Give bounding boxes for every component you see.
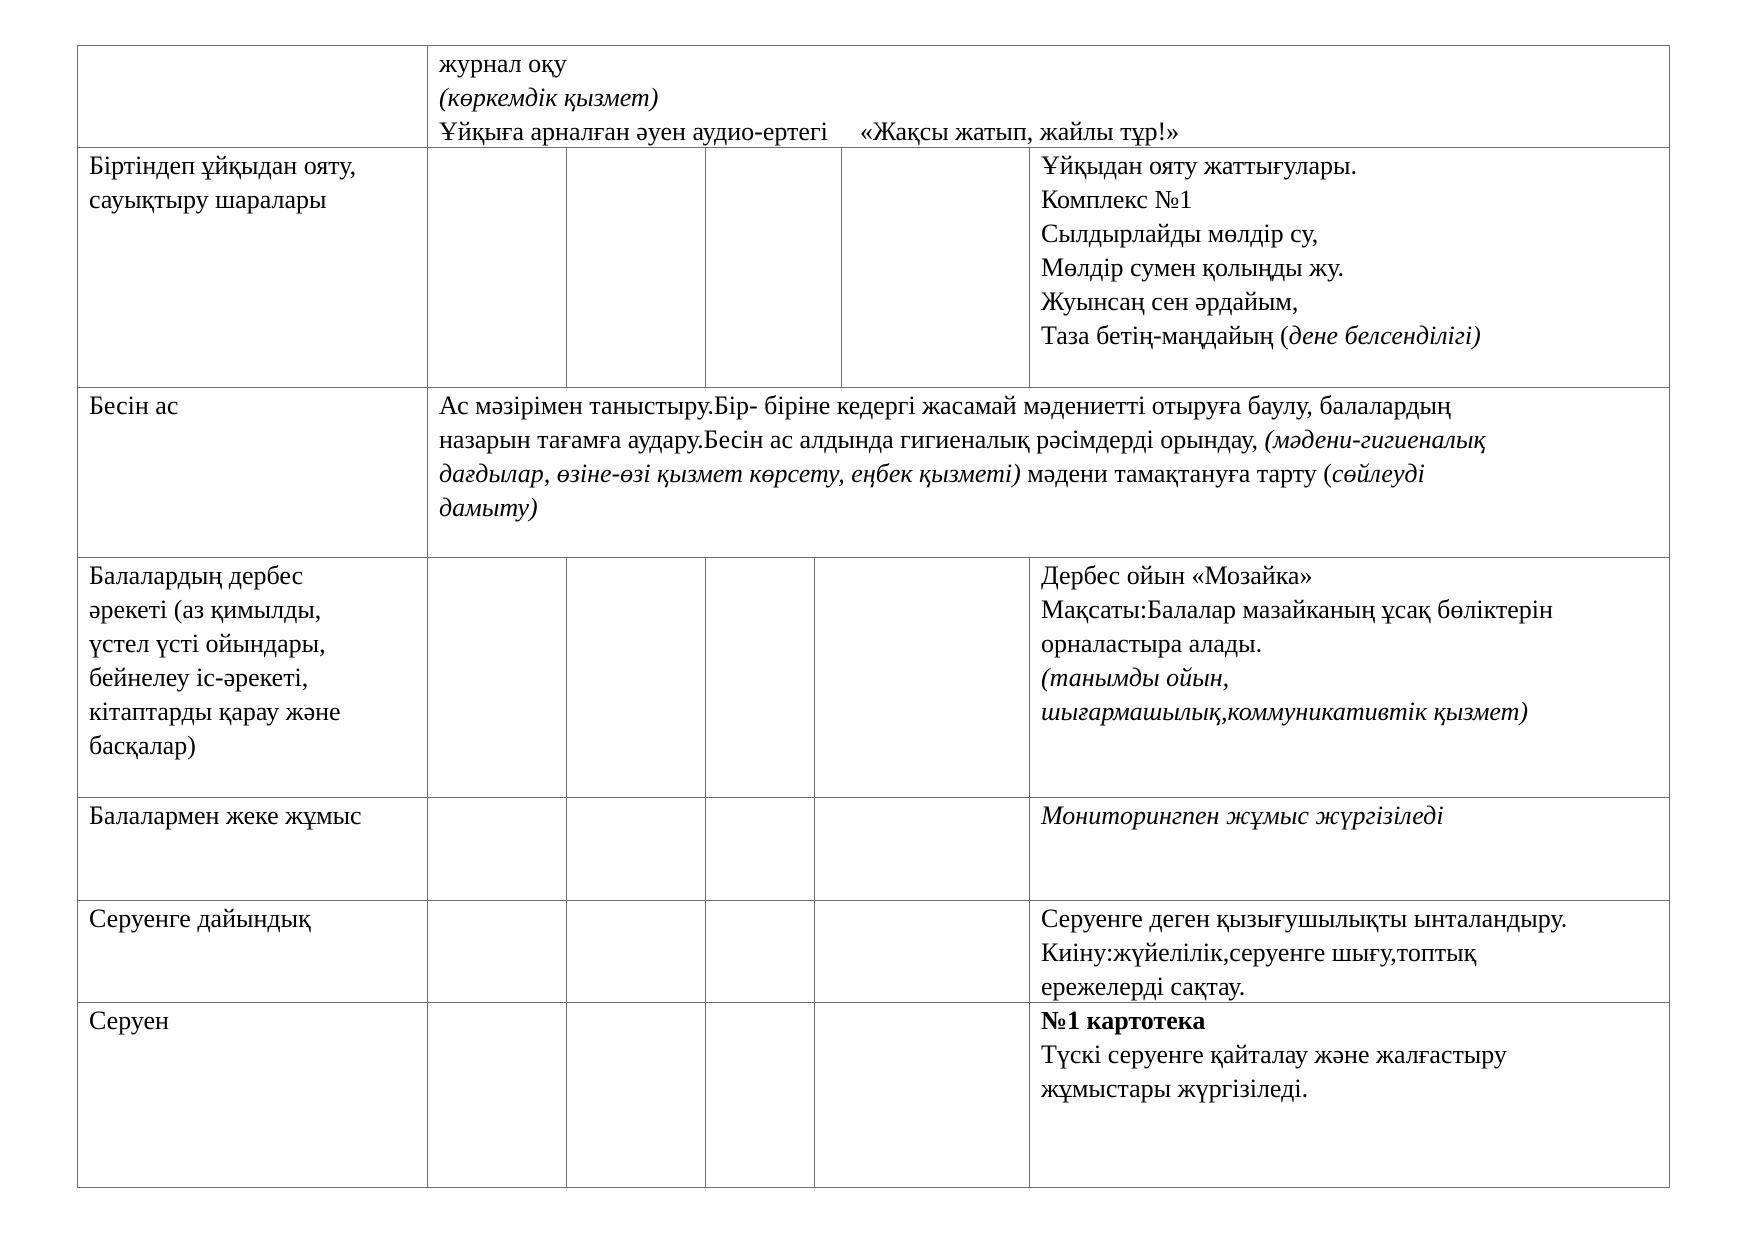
row5-label: Серуенге дайындық xyxy=(89,904,311,933)
row-divider xyxy=(77,900,1670,901)
row5-content xyxy=(1041,902,1567,1004)
table-border-right xyxy=(1669,45,1670,1188)
text-line: Серуенге деген қызығушылықты ынталандыру. xyxy=(1041,904,1568,933)
table-border-left xyxy=(77,45,78,1188)
row1-label xyxy=(89,149,356,217)
text-span: Таза бетің-маңдайың ( xyxy=(1041,321,1289,350)
text-line: (танымды ойын, xyxy=(1041,663,1230,692)
text-line: шығармашылық,коммуникативтік қызмет) xyxy=(1041,697,1529,726)
column-divider xyxy=(1029,557,1030,1188)
text-line: (көркемдік қызмет) xyxy=(439,83,659,112)
text-line: жұмыстары жүргізіледі. xyxy=(1041,1074,1309,1103)
row6-label: Серуен xyxy=(89,1006,169,1035)
text-line: Дербес ойын «Мозайка» xyxy=(1041,561,1313,590)
text-span: Ұйқыға арналған әуен аудио-ертегі xyxy=(439,117,828,146)
column-divider xyxy=(841,147,842,387)
schedule-table xyxy=(77,45,1670,1188)
text-span: дене белсенділігі) xyxy=(1288,321,1481,350)
label-line: әрекеті (аз қимылды, xyxy=(89,595,322,624)
text-span: (мәдени-гигиеналық xyxy=(1264,425,1486,454)
text-span: сөйлеуді xyxy=(1331,459,1425,488)
row-divider xyxy=(77,387,1670,388)
text-line xyxy=(439,457,1486,491)
column-divider xyxy=(566,557,567,1188)
label-line: үстел үсті ойындары, xyxy=(89,629,326,658)
text-line: журнал оқу xyxy=(439,49,567,78)
text-line: дамыту) xyxy=(439,493,538,522)
label-line: Біртіндеп ұйқыдан ояту, xyxy=(89,151,357,180)
text-line: Киіну:жүйелілік,серуенге шығу,топтық xyxy=(1041,938,1477,967)
text-line: Ұйқыдан ояту жаттығулары. xyxy=(1041,151,1357,180)
row2-content xyxy=(439,389,1486,525)
text-line: Жуынсаң сен әрдайым, xyxy=(1041,287,1299,316)
text-line: №1 картотека xyxy=(1041,1006,1206,1035)
row4-label: Балалармен жеке жұмыс xyxy=(89,801,362,830)
row-divider xyxy=(77,1187,1670,1188)
column-divider xyxy=(705,147,706,387)
label-line: басқалар) xyxy=(89,731,196,760)
text-line: Мониторингпен жұмыс жүргізіледі xyxy=(1041,801,1444,830)
label-line: бейнелеу іс-әрекеті, xyxy=(89,663,309,692)
text-line xyxy=(439,423,1486,457)
row1-content xyxy=(1041,149,1481,353)
row-divider xyxy=(77,797,1670,798)
row-divider xyxy=(77,557,1670,558)
row3-label xyxy=(89,559,341,763)
text-span: назарын тағамға аудару.Бесін ас алдында гигиеналық рәсімдерді орындау, xyxy=(439,425,1258,454)
column-divider xyxy=(705,557,706,1188)
row-divider xyxy=(77,45,1670,46)
text-line: Сылдырлайды мөлдір су, xyxy=(1041,219,1319,248)
label-line: Балалардың дербес xyxy=(89,561,304,590)
text-line: Мөлдір сумен қолыңды жу. xyxy=(1041,253,1345,282)
text-line: ережелерді сақтау. xyxy=(1041,972,1246,1001)
text-line: Мақсаты:Балалар мазайканың ұсақ бөліктерін xyxy=(1041,595,1553,624)
text-span: дағдылар, өзіне-өзі қызмет көрсету, еңбек қызметі) xyxy=(439,459,1021,488)
text-line: Комплекс №1 xyxy=(1041,185,1193,214)
label-column-divider xyxy=(427,45,428,1188)
text-line xyxy=(439,115,1179,149)
row0-content xyxy=(439,47,1179,149)
label-line: сауықтыру шаралары xyxy=(89,185,327,214)
text-line: Ас мәзірімен таныстыру.Бір- біріне кедергі жасамай мәдениетті отыруға баулу, балалардың xyxy=(439,391,1451,420)
row6-content xyxy=(1041,1004,1507,1106)
label-line: кітаптарды қарау және xyxy=(89,697,341,726)
text-line xyxy=(1041,319,1481,353)
column-divider xyxy=(1029,147,1030,387)
column-divider xyxy=(814,557,815,1188)
text-line: Түскі серуенге қайталау және жалғастыру xyxy=(1041,1040,1507,1069)
row4-content xyxy=(1041,799,1444,833)
text-line: орналастыра алады. xyxy=(1041,629,1263,658)
row2-label: Бесін ас xyxy=(89,391,179,420)
text-span: «Жақсы жатып, жайлы тұр!» xyxy=(859,117,1180,146)
column-divider xyxy=(566,147,567,387)
row3-content xyxy=(1041,559,1553,729)
text-span: мәдени тамақтануға тарту ( xyxy=(1020,459,1332,488)
